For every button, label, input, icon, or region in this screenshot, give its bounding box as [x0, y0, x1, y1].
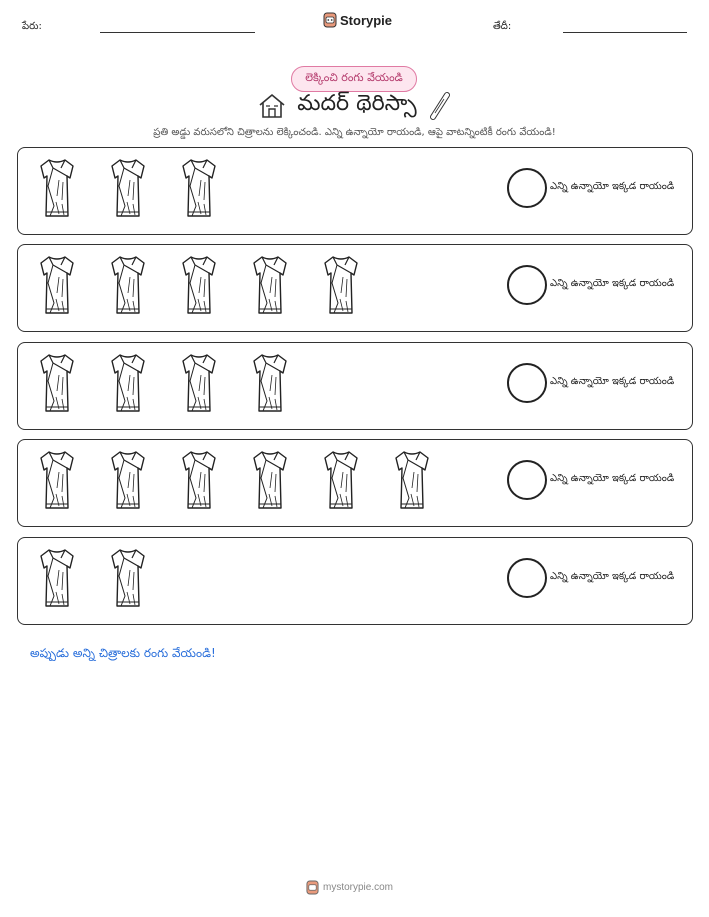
- sari-icon[interactable]: [28, 154, 86, 224]
- row-items: [28, 154, 228, 224]
- sari-icon[interactable]: [99, 154, 157, 224]
- counting-row: [17, 244, 693, 332]
- name-label: పేరు:: [22, 21, 42, 32]
- name-line[interactable]: [100, 32, 255, 33]
- footer-note: అప్పుడు అన్ని చిత్రాలకు రంగు వేయండి!: [30, 646, 216, 660]
- activity-badge: లెక్కించి రంగు వేయండి: [291, 66, 417, 92]
- row-items: [28, 251, 370, 321]
- sari-icon[interactable]: [383, 446, 441, 516]
- sari-icon[interactable]: [99, 446, 157, 516]
- sari-icon[interactable]: [170, 446, 228, 516]
- row-items: [28, 349, 299, 419]
- title-row: [240, 90, 470, 122]
- sari-icon[interactable]: [99, 251, 157, 321]
- answer-label: ఎన్ని ఉన్నాయో ఇక్కడ రాయండి: [550, 376, 675, 387]
- sari-icon[interactable]: [170, 154, 228, 224]
- storypie-mascot-icon: [306, 880, 319, 895]
- sari-icon[interactable]: [28, 251, 86, 321]
- house-icon: [257, 92, 287, 120]
- row-items: [28, 544, 157, 614]
- sari-icon[interactable]: [312, 251, 370, 321]
- brand-name: Storypie: [340, 12, 393, 28]
- answer-circle[interactable]: [507, 265, 547, 305]
- row-items: [28, 446, 441, 516]
- date-label: తేదీ:: [493, 21, 512, 32]
- answer-circle[interactable]: [507, 363, 547, 403]
- sari-icon[interactable]: [28, 544, 86, 614]
- answer-label: ఎన్ని ఉన్నాయో ఇక్కడ రాయండి: [550, 571, 675, 582]
- answer-circle[interactable]: [507, 168, 547, 208]
- date-line[interactable]: [563, 32, 687, 33]
- answer-circle[interactable]: [507, 460, 547, 500]
- sari-icon[interactable]: [170, 251, 228, 321]
- worksheet-header: [0, 0, 709, 40]
- answer-label: ఎన్ని ఉన్నాయో ఇక్కడ రాయండి: [550, 278, 675, 289]
- sari-icon[interactable]: [99, 544, 157, 614]
- sari-icon[interactable]: [99, 349, 157, 419]
- scroll-icon: [427, 91, 453, 121]
- sari-icon[interactable]: [241, 251, 299, 321]
- answer-label: ఎన్ని ఉన్నాయో ఇక్కడ రాయండి: [550, 181, 675, 192]
- storypie-mascot-icon: [323, 12, 337, 28]
- brand-logo: [323, 12, 392, 28]
- counting-row: [17, 439, 693, 527]
- answer-label: ఎన్ని ఉన్నాయో ఇక్కడ రాయండి: [550, 473, 675, 484]
- sari-icon[interactable]: [312, 446, 370, 516]
- footer-brand: [306, 880, 393, 895]
- instructions: ప్రతి అడ్డు వరుసలోని చిత్రాలను లెక్కించండి. ఎన్ని ఉన్నాయో రాయండి, ఆపై వాటన్నింటికీ రంగు వేయండి!: [153, 127, 556, 138]
- footer-url: mystorypie.com: [323, 882, 394, 893]
- counting-row: [17, 147, 693, 235]
- sari-icon[interactable]: [241, 446, 299, 516]
- sari-icon[interactable]: [241, 349, 299, 419]
- counting-row: [17, 537, 693, 625]
- answer-circle[interactable]: [507, 558, 547, 598]
- counting-row: [17, 342, 693, 430]
- worksheet-title: మదర్ థెరిస్సా: [297, 91, 417, 116]
- sari-icon[interactable]: [170, 349, 228, 419]
- sari-icon[interactable]: [28, 446, 86, 516]
- sari-icon[interactable]: [28, 349, 86, 419]
